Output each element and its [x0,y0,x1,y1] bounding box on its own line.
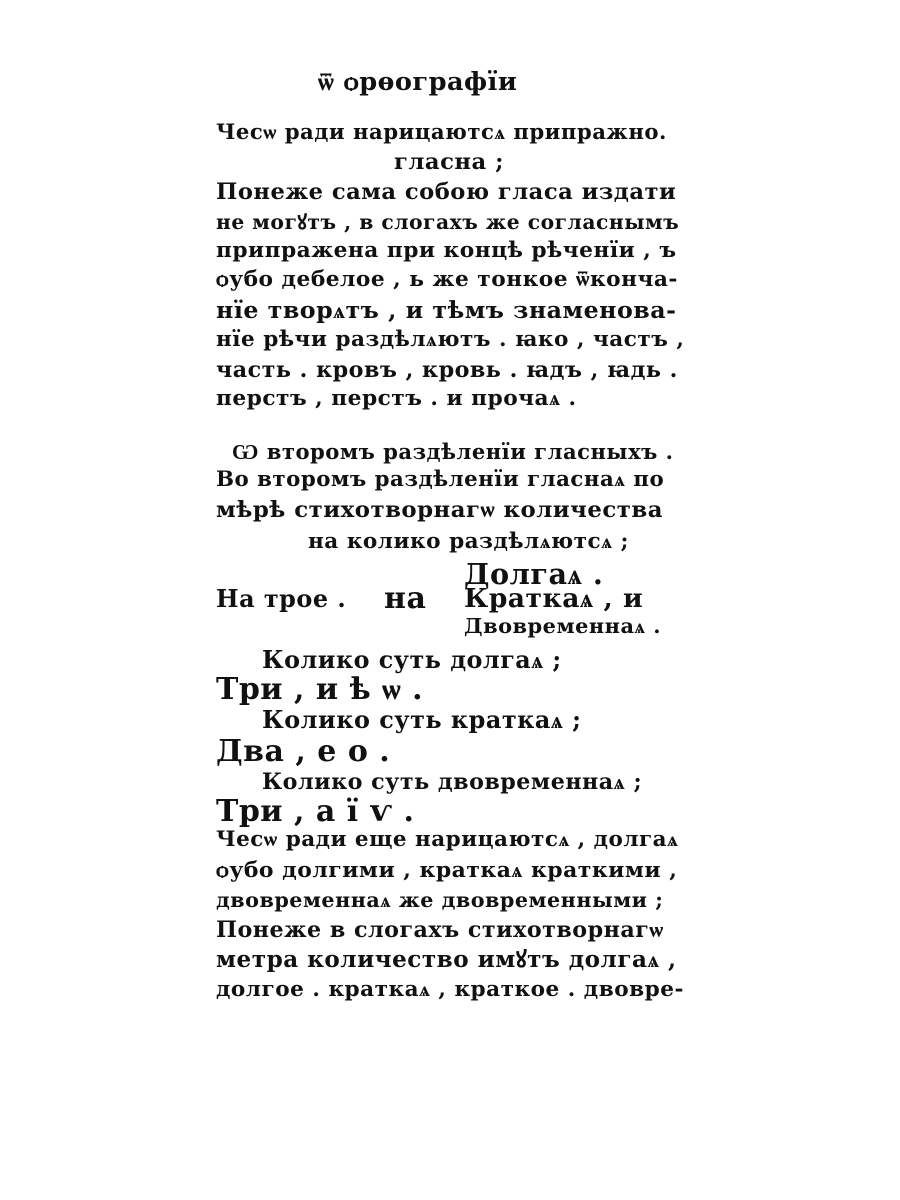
text-line: двовременнаѧ же двовременными ; [216,888,664,912]
text-line: припражена при концѣ рѣченїи , ъ [216,238,677,263]
question-line: Чесѡ ради нарицаютсѧ припражно. [216,119,667,144]
group-question: Колико суть долгаѧ ; [262,646,562,674]
division-na: на [384,581,427,616]
group-question: Колико суть двовременнаѧ ; [262,769,643,795]
division-option: Краткаѧ , и [464,583,644,614]
text-line: Понеже сама собою гласа издати [216,179,677,205]
text-line: перстъ , перстъ . и прочаѧ . [216,386,577,411]
text-line: не могꙋтъ , в слогахъ же согласнымъ [216,210,680,234]
text-line: часть . кровъ , кровь . ꙗдъ , ꙗдь . [216,357,678,383]
group-question: Колико суть краткаѧ ; [262,706,582,734]
section-heading: Ѡ второмъ раздѣленїи гласныхъ . [232,439,674,464]
text-line: ѻубо дебелое , ь же тонкое ѿконча- [216,267,678,292]
text-line: метра количество имꙋтъ долгаѧ , [216,946,677,973]
division-lead: На трое . [216,585,347,613]
group-answer: Три , и ѣ ѡ . [216,672,424,707]
group-answer: Два , е о . [216,734,391,769]
text-line: Понеже в слогахъ стихотворнагѡ [216,917,664,943]
text-line: долгое . краткаѧ , краткое . двовре- [216,977,684,1002]
text-line: Чесѡ ради еще нарицаютсѧ , долгаѧ [216,827,679,852]
group-answer: Три , а ї ѵ . [216,794,415,829]
text-line: Во второмъ раздѣленїи гласнаѧ по [216,467,665,492]
division-option: Долгаѧ . [464,557,604,591]
text-line: нїе рѣчи раздѣлѧютъ . ꙗко , частъ , [216,327,685,352]
text-line: мѣрѣ стихотворнагѡ количества [216,497,663,523]
division-option: Двовременнаѧ . [464,613,661,638]
text-line: нїе творѧтъ , и тѣмъ знаменова- [216,296,677,324]
text-line: на колико раздѣлѧютсѧ ; [308,529,629,554]
question-line-continuation: гласна ; [394,149,504,175]
text-line: ѻубо долгими , краткаѧ краткими , [216,857,678,883]
page-heading: ѿ ѻрѳографїи [318,67,518,97]
